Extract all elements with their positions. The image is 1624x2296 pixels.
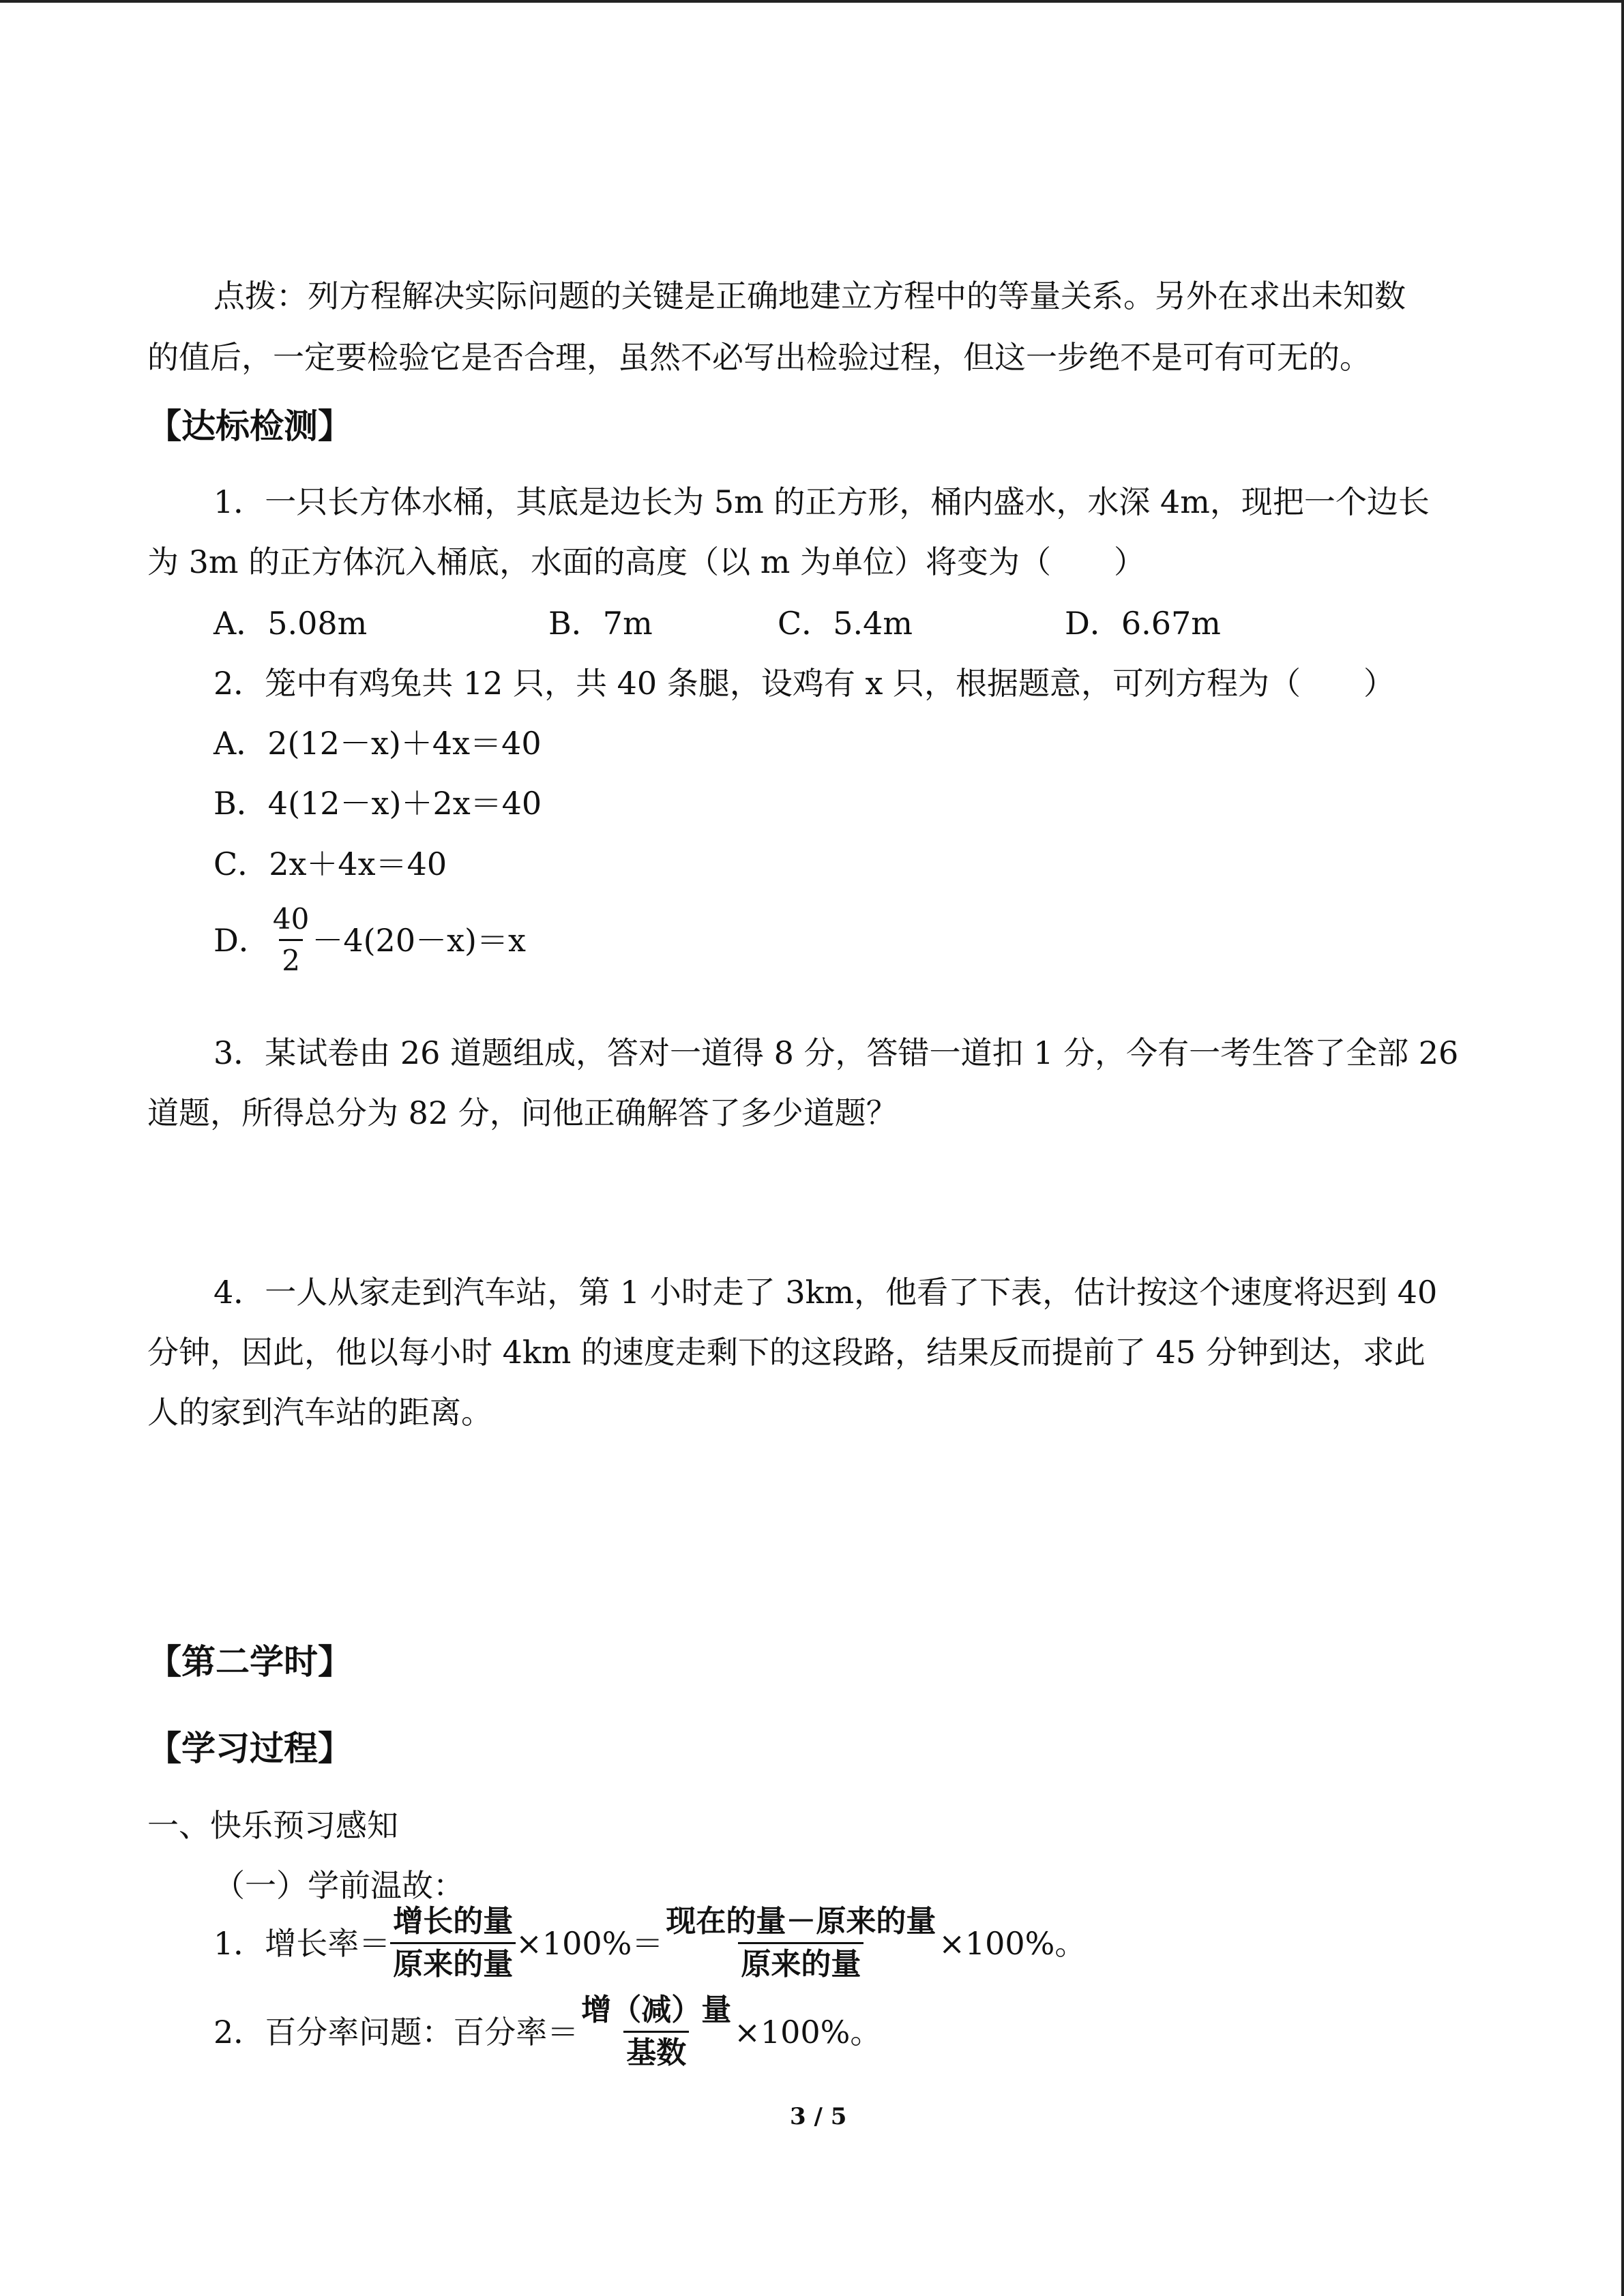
- fraction-numerator: 增长的量: [393, 1904, 514, 1939]
- fraction-denominator: 基数: [623, 2031, 689, 2070]
- formula-2-prefix: 2．百分率问题：百分率＝: [213, 2013, 579, 2051]
- percentage-formula: [213, 1994, 881, 2070]
- page-number: 3 / 5: [790, 2103, 847, 2130]
- page-border: [0, 0, 1624, 3]
- tip-line-1: 点拨：列方程解决实际问题的关键是正确地建立方程中的等量关系。另外在求出未知数: [213, 278, 1406, 314]
- question-3-line-2: 道题，所得总分为 82 分，问他正确解答了多少道题？: [147, 1094, 898, 1131]
- fraction-denominator: 原来的量: [390, 1942, 516, 1981]
- formula-1-prefix: 1．增长率＝: [213, 1924, 391, 1962]
- question-4-line-3: 人的家到汽车站的距离。: [147, 1394, 492, 1431]
- section-heading-process: 【学习过程】: [147, 1729, 352, 1768]
- fraction: [663, 1905, 939, 1982]
- formula-1-middle: ×100%＝: [516, 1924, 664, 1962]
- question-1-line-1: 1．一只长方体水桶，其底是边长为 5m 的正方形，桶内盛水，水深 4m，现把一个边长: [213, 483, 1430, 520]
- fraction-numerator: 40: [272, 902, 310, 936]
- question-2-option-b: B．4(12－x)＋2x＝40: [213, 785, 542, 822]
- question-3-line-1: 3．某试卷由 26 道题组成，答对一道得 8 分，答错一道扣 1 分，今有一考生答了全部 26: [213, 1034, 1459, 1071]
- question-1-option-c: C．5.4m: [778, 605, 913, 642]
- question-1-option-b: B．7m: [548, 605, 653, 642]
- question-1-line-2: 为 3m 的正方体沉入桶底，水面的高度（以 m 为单位）将变为（ ）: [147, 543, 1145, 580]
- tip-line-2: 的值后，一定要检验它是否合理，虽然不必写出检验过程，但这一步绝不是可有可无的。: [147, 339, 1371, 376]
- section-heading-second-period: 【第二学时】: [147, 1642, 352, 1682]
- question-2-stem: 2．笼中有鸡兔共 12 只，共 40 条腿，设鸡有 x 只，根据题意，可列方程为（ ）: [213, 665, 1396, 702]
- section-heading-test: 【达标检测】: [147, 406, 352, 446]
- fraction-numerator: 现在的量－原来的量: [666, 1904, 936, 1939]
- preview-heading: 一、快乐预习感知: [147, 1807, 398, 1844]
- question-2-option-a: A．2(12－x)＋4x＝40: [213, 725, 542, 762]
- question-2-option-d: [213, 904, 526, 976]
- fraction: [578, 1994, 734, 2070]
- question-1-option-a: A．5.08m: [213, 605, 368, 642]
- fraction: [270, 904, 312, 976]
- fraction: [390, 1905, 516, 1982]
- fraction-denominator: 2: [279, 939, 303, 976]
- growth-rate-formula: [213, 1905, 1086, 1982]
- fraction-denominator: 原来的量: [738, 1942, 863, 1981]
- preview-subheading: （一）学前温故：: [213, 1867, 464, 1904]
- formula-1-suffix: ×100%。: [939, 1924, 1087, 1962]
- question-4-line-2: 分钟，因此，他以每小时 4km 的速度走剩下的这段路，结果反而提前了 45 分钟到达，求此: [147, 1334, 1426, 1371]
- question-4-line-1: 4．一人从家走到汽车站，第 1 小时走了 3km，他看了下表，估计按这个速度将迟到 40: [213, 1274, 1438, 1311]
- question-2-option-d-rest: －4(20－x)＝x: [312, 921, 526, 959]
- question-2-option-d-label: D．: [213, 921, 270, 959]
- question-2-option-c: C．2x＋4x＝40: [213, 846, 447, 882]
- question-1-option-d: D．6.67m: [1065, 605, 1221, 642]
- page-border: [1621, 0, 1624, 2296]
- formula-2-suffix: ×100%。: [734, 2013, 882, 2051]
- fraction-numerator: 增（减）量: [581, 1993, 732, 2027]
